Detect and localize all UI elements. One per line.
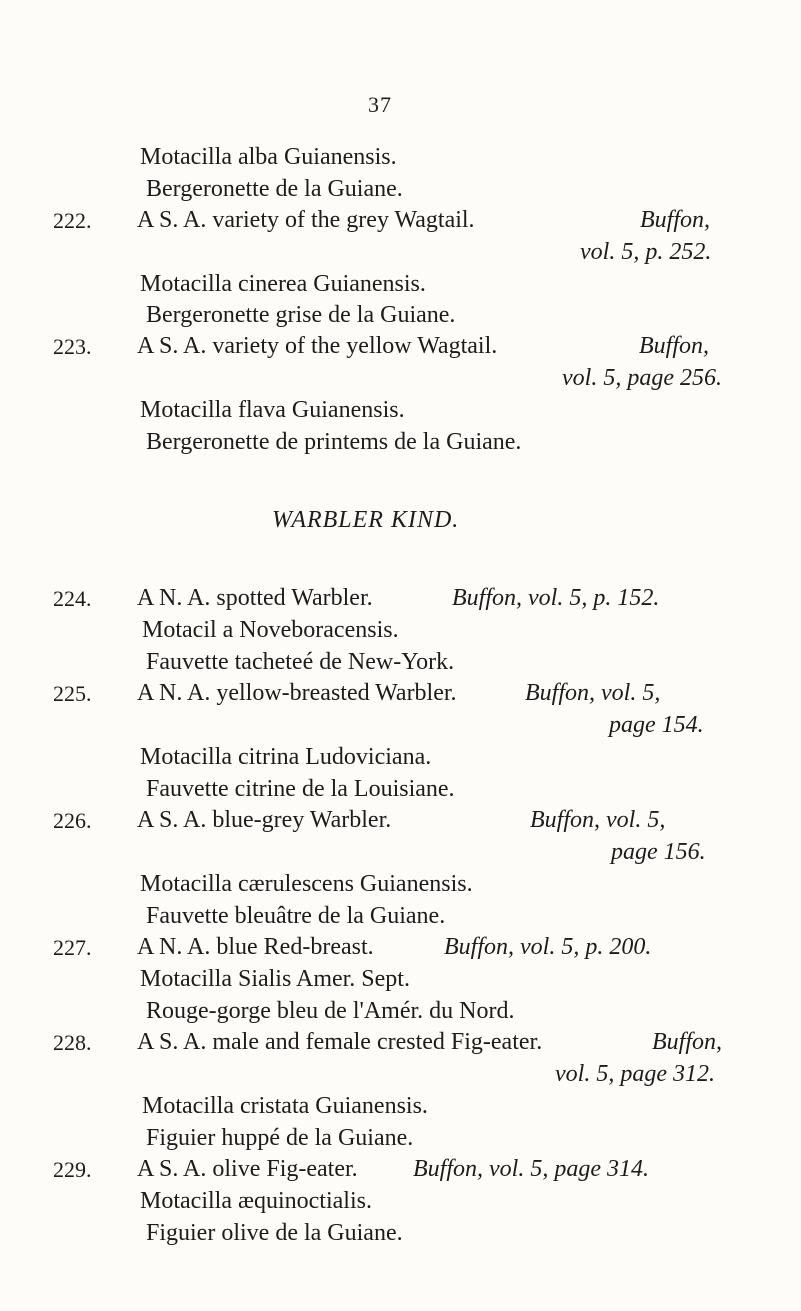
page-number: 37 bbox=[368, 92, 392, 117]
reference-continued: vol. 5, page 312. bbox=[555, 1061, 715, 1087]
entry-number: 223. bbox=[53, 334, 92, 359]
french-name: Fauvette tacheteé de New-York. bbox=[146, 649, 455, 675]
reference: Buffon, bbox=[640, 207, 710, 233]
french-name: Fauvette citrine de la Louisiane. bbox=[146, 776, 455, 802]
latin-name: Motacilla citrina Ludoviciana. bbox=[140, 744, 432, 770]
reference: Buffon, vol. 5, bbox=[530, 807, 666, 833]
french-name: Figuier olive de la Guiane. bbox=[146, 1220, 403, 1246]
reference: Buffon, bbox=[639, 333, 709, 359]
latin-name: Motacilla cinerea Guianensis. bbox=[140, 271, 426, 297]
reference-continued: page 156. bbox=[611, 839, 706, 865]
entry-description: A S. A. male and female crested Fig-eater. bbox=[137, 1029, 543, 1055]
entry-number: 226. bbox=[53, 808, 92, 833]
reference-continued: vol. 5, p. 252. bbox=[580, 239, 712, 265]
entry-number: 225. bbox=[53, 681, 92, 706]
latin-name: Motacil a Noveboracensis. bbox=[142, 617, 399, 643]
reference: Buffon, vol. 5, p. 200. bbox=[444, 934, 652, 960]
entry-description: A N. A. spotted Warbler. bbox=[137, 585, 373, 611]
latin-name: Motacilla Sialis Amer. Sept. bbox=[140, 966, 410, 992]
entry-number: 227. bbox=[53, 935, 92, 960]
latin-name: Motacilla alba Guianensis. bbox=[140, 144, 397, 170]
entry-description: A N. A. blue Red-breast. bbox=[137, 934, 374, 960]
reference: Buffon, bbox=[652, 1029, 722, 1055]
latin-name: Motacilla æquinoctialis. bbox=[140, 1188, 372, 1214]
entry-description: A N. A. yellow-breasted Warbler. bbox=[137, 680, 457, 706]
reference: Buffon, vol. 5, page 314. bbox=[413, 1156, 649, 1182]
entry-description: A S. A. variety of the yellow Wagtail. bbox=[137, 333, 498, 359]
entry-description: A S. A. variety of the grey Wagtail. bbox=[137, 207, 475, 233]
entry-number: 228. bbox=[53, 1030, 92, 1055]
entry-description: A S. A. olive Fig-eater. bbox=[137, 1156, 358, 1182]
reference-continued: page 154. bbox=[609, 712, 704, 738]
latin-name: Motacilla cærulescens Guianensis. bbox=[140, 871, 473, 897]
section-heading: WARBLER KIND. bbox=[272, 507, 460, 533]
french-name: Rouge-gorge bleu de l'Amér. du Nord. bbox=[146, 998, 515, 1024]
entry-number: 222. bbox=[53, 208, 92, 233]
entry-number: 224. bbox=[53, 586, 92, 611]
french-name: Bergeronette de la Guiane. bbox=[146, 176, 403, 202]
reference: Buffon, vol. 5, p. 152. bbox=[452, 585, 660, 611]
entry-number: 229. bbox=[53, 1157, 92, 1182]
french-name: Bergeronette de printems de la Guiane. bbox=[146, 429, 522, 455]
reference-continued: vol. 5, page 256. bbox=[562, 365, 722, 391]
latin-name: Motacilla cristata Guianensis. bbox=[142, 1093, 428, 1119]
french-name: Figuier huppé de la Guiane. bbox=[146, 1125, 414, 1151]
french-name: Bergeronette grise de la Guiane. bbox=[146, 302, 456, 328]
entry-description: A S. A. blue-grey Warbler. bbox=[137, 807, 392, 833]
reference: Buffon, vol. 5, bbox=[525, 680, 661, 706]
latin-name: Motacilla flava Guianensis. bbox=[140, 397, 405, 423]
french-name: Fauvette bleuâtre de la Guiane. bbox=[146, 903, 446, 929]
